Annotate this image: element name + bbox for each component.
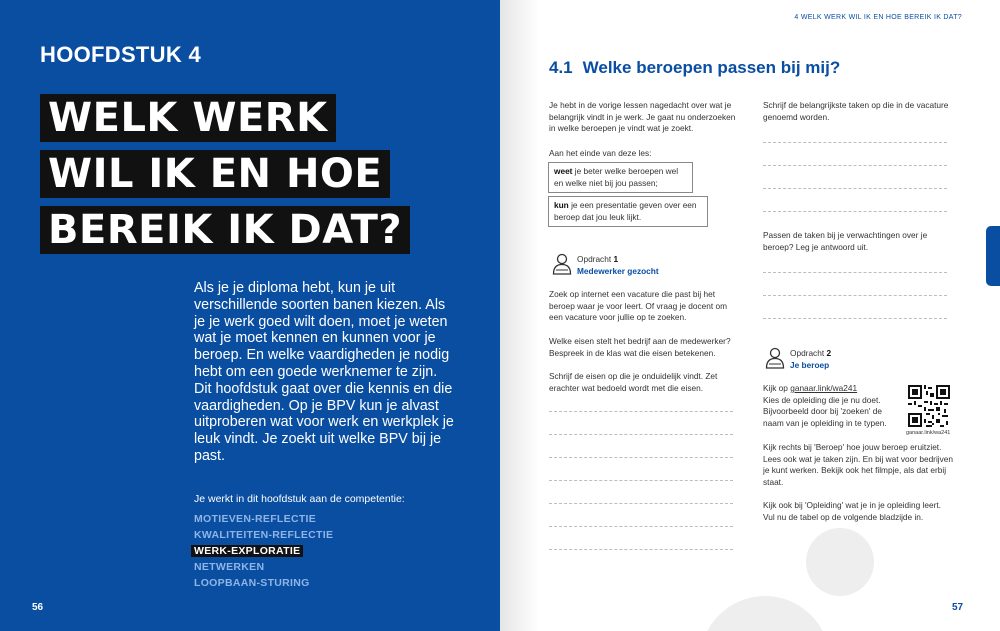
goal-keyword: kun	[554, 200, 569, 210]
page-number-right: 57	[952, 602, 964, 613]
answer-line	[763, 188, 947, 189]
col2-question: Passen de taken bij je verwachtingen over je beroep? Leg je antwoord uit.	[763, 230, 928, 252]
assignment-1-text: Zoek op internet een vacature die past bij het beroep waar je voor leert. Of vraag je docent om een vacature voor jullie op te zoeken.	[549, 289, 728, 323]
competency-list	[194, 511, 333, 591]
competency-item: LOOPBAAN-STURING	[194, 577, 310, 589]
answer-line	[549, 434, 733, 435]
assignment-1-text: Schrijf de eisen op die je onduidelijk vindt. Zet erachter wat bedoeld wordt met die eisen.	[549, 371, 718, 393]
assignment-label: Opdracht 2	[790, 348, 832, 358]
assignment-title: Je beroep	[790, 360, 830, 370]
competency-item: MOTIEVEN-REFLECTIE	[194, 513, 317, 525]
decorative-circle	[806, 528, 874, 596]
section-title-text: Welke beroepen passen bij mij?	[582, 58, 841, 77]
learning-goal-box	[548, 196, 708, 227]
answer-line	[763, 142, 947, 143]
answer-line	[549, 457, 733, 458]
assignment-label: Opdracht 1	[577, 254, 619, 264]
decorative-circle	[700, 596, 830, 631]
end-of-lesson-label: Aan het einde van deze les:	[549, 148, 652, 158]
answer-line	[763, 272, 947, 273]
answer-line	[549, 526, 733, 527]
chapter-title-line-1: WELK WERK	[40, 94, 336, 142]
qr-caption: ganaar.link/wa241	[906, 430, 951, 436]
col1-intro: Je hebt in de vorige lessen nagedacht over wat je belangrijk vindt in je werk. Je gaat nu onderzoeken in welke beroepen je vindt wat je zoekt.	[549, 100, 736, 134]
col2-question: Schrijf de belangrijkste taken op die in de vacature genoemd worden.	[763, 100, 949, 122]
goal-text: je beter welke beroepen wel en welke niet bij jou passen;	[554, 166, 679, 188]
section-title	[549, 58, 840, 78]
chapter-intro: Als je je diploma hebt, kun je uit verschillende soorten banen kiezen. Als je je werk goed wilt doen, moet je weten wat je moet kennen en kunnen voor je beroep. En welke vaardigheden je nodig hebt om een goede werknemer te zijn. Dit hoofdstuk gaat over die kennis en die vaardigheden. Op je BPV kun je alvast uitproberen wat voor werk en werkplek je leuk vindt. Je zoekt uit welke BPV bij je past.	[194, 280, 454, 464]
competencies-intro: Je werkt in dit hoofdstuk aan de competentie:	[194, 493, 405, 505]
chapter-title-line-3: BEREIK IK DAT?	[40, 206, 410, 254]
assignment-2-text: Kijk ook bij 'Opleiding' wat je in je opleiding leert. Vul nu de tabel op de volgende bladzijde in.	[763, 500, 941, 522]
section-number: 4.1	[549, 58, 573, 77]
right-page	[500, 0, 1000, 631]
answer-line	[763, 318, 947, 319]
competency-item-active: WERK-EXPLORATIE	[194, 543, 333, 559]
assignment-2-text: Kijk op ganaar.link/wa241 Kies de opleiding die je nu doet. Bijvoorbeeld door bij 'zoeken' de naam van je opleiding in te typen.	[763, 383, 887, 428]
answer-line	[549, 411, 733, 412]
competency-item: KWALITEITEN-REFLECTIE	[194, 529, 334, 541]
assignment-1-text: Welke eisen stelt het bedrijf aan de medewerker? Bespreek in de klas wat die eisen betekenen.	[549, 336, 731, 358]
chapter-title-line-2: WIL IK EN HOE	[40, 150, 390, 198]
learning-goal-box	[548, 162, 693, 193]
page-gutter-shadow	[500, 0, 540, 631]
running-head: 4 WELK WERK WIL IK EN HOE BEREIK IK DAT?	[794, 14, 962, 21]
qr-code-icon	[908, 385, 950, 427]
answer-line	[763, 211, 947, 212]
assignment-2-text: Kijk rechts bij 'Beroep' hoe jouw beroep eruitziet. Lees ook wat je taken zijn. En bij wat voor bedrijven je kunt werken. Bekijk ook het filmpje, als dat erbij staat.	[763, 442, 954, 487]
assignment-2-header	[765, 347, 831, 371]
answer-line	[763, 295, 947, 296]
assignment-title: Medewerker gezocht	[577, 266, 659, 276]
answer-line	[549, 549, 733, 550]
goal-keyword: weet	[554, 166, 573, 176]
person-icon	[552, 253, 572, 275]
person-icon	[765, 347, 785, 369]
answer-line	[549, 480, 733, 481]
ganaar-link[interactable]: ganaar.link/wa241	[790, 383, 858, 393]
page-number-left: 56	[32, 602, 44, 613]
answer-line	[763, 165, 947, 166]
assignment-1-header	[552, 253, 659, 277]
chapter-tab	[986, 226, 1000, 286]
answer-line	[549, 503, 733, 504]
competency-item: NETWERKEN	[194, 561, 265, 573]
goal-text: je een presentatie geven over een beroep dat jou leuk lijkt.	[554, 200, 697, 222]
chapter-label: HOOFDSTUK 4	[40, 42, 201, 67]
